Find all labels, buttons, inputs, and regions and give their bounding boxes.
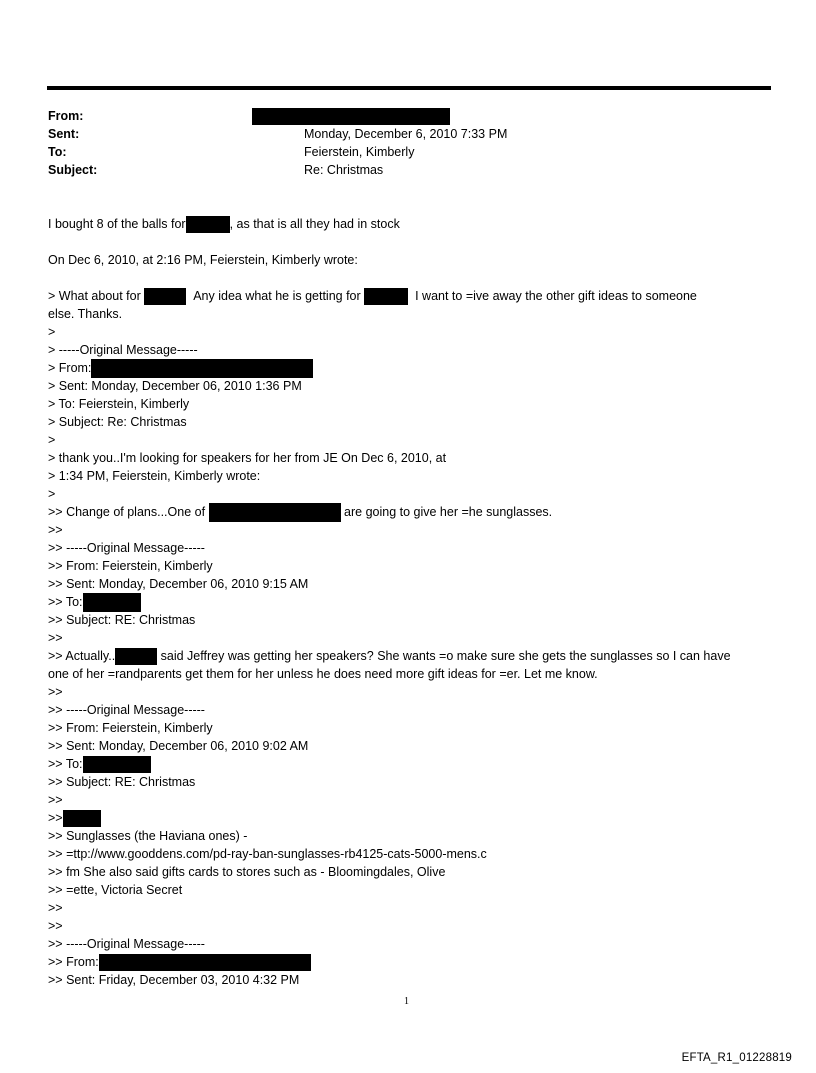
redaction xyxy=(209,503,341,522)
body-line xyxy=(48,755,151,773)
text-segment: > From: xyxy=(48,361,92,375)
redaction xyxy=(115,648,157,665)
body-line xyxy=(48,215,400,233)
body-line xyxy=(48,503,552,522)
body-line: >> =ette, Victoria Secret xyxy=(48,883,183,897)
from-redaction xyxy=(252,108,450,125)
subject-label: Subject: xyxy=(48,163,98,177)
body-line: > 1:34 PM, Feierstein, Kimberly wrote: xyxy=(48,469,261,483)
to-value: Feierstein, Kimberly xyxy=(304,145,415,159)
body-line: > Subject: Re: Christmas xyxy=(48,415,187,429)
body-line xyxy=(48,809,101,827)
body-line: >> From: Feierstein, Kimberly xyxy=(48,721,213,735)
body-line: >> -----Original Message----- xyxy=(48,541,205,555)
page-number: 1 xyxy=(404,996,409,1007)
text-segment: >> Actually.. xyxy=(48,649,116,663)
body-line xyxy=(48,647,731,665)
text-segment: Any idea what he is getting for xyxy=(193,289,361,303)
body-line xyxy=(48,359,313,378)
body-line: > To: Feierstein, Kimberly xyxy=(48,397,190,411)
sent-label: Sent: xyxy=(48,127,80,141)
header-rule xyxy=(47,86,771,90)
body-line: On Dec 6, 2010, at 2:16 PM, Feierstein, Kimberly wrote: xyxy=(48,253,358,267)
body-line: one of her =randparents get them for her unless he does need more gift ideas for =er. Let me know. xyxy=(48,667,598,681)
to-row xyxy=(48,143,808,161)
text-segment: >> To: xyxy=(48,595,83,609)
body-line xyxy=(48,593,141,612)
body-line: >> Sent: Friday, December 03, 2010 4:32 PM xyxy=(48,973,300,987)
text-segment: are going to give her =he sunglasses. xyxy=(344,505,553,519)
body-line xyxy=(48,287,697,305)
sent-value: Monday, December 6, 2010 7:33 PM xyxy=(304,127,508,141)
from-label: From: xyxy=(48,109,84,123)
text-segment: I bought 8 of the balls for xyxy=(48,217,186,231)
body-line: >> Subject: RE: Christmas xyxy=(48,775,196,789)
body-line: >> xyxy=(48,631,63,645)
subject-row xyxy=(48,161,808,179)
from-row xyxy=(48,107,83,125)
body-line: > xyxy=(48,487,56,501)
body-line: >> Subject: RE: Christmas xyxy=(48,613,196,627)
body-line: > -----Original Message----- xyxy=(48,343,198,357)
text-segment: >> To: xyxy=(48,757,83,771)
body-line: >> xyxy=(48,793,63,807)
body-line: >> -----Original Message----- xyxy=(48,937,205,951)
redaction xyxy=(83,756,151,773)
body-line: >> From: Feierstein, Kimberly xyxy=(48,559,213,573)
text-segment: >> xyxy=(48,811,63,825)
redaction xyxy=(99,954,311,971)
text-segment: I want to =ive away the other gift ideas to someone xyxy=(415,289,697,303)
redaction xyxy=(63,810,101,827)
body-line: > thank you..I'm looking for speakers for her from JE On Dec 6, 2010, at xyxy=(48,451,447,465)
sent-row xyxy=(48,125,808,143)
body-line: > xyxy=(48,433,56,447)
text-segment: said Jeffrey was getting her speakers? She wants =o make sure she gets the sunglasses so I can have xyxy=(160,649,731,663)
text-segment: > What about for xyxy=(48,289,141,303)
body-line: > xyxy=(48,325,56,339)
text-segment: >> From: xyxy=(48,955,99,969)
subject-value: Re: Christmas xyxy=(304,163,384,177)
text-segment: , as that is all they had in stock xyxy=(229,217,400,231)
body-line: >> Sent: Monday, December 06, 2010 9:15 AM xyxy=(48,577,309,591)
body-line: >> xyxy=(48,919,63,933)
body-line xyxy=(48,953,311,971)
body-line: >> xyxy=(48,523,63,537)
to-label: To: xyxy=(48,145,67,159)
document-id: EFTA_R1_01228819 xyxy=(681,1052,792,1064)
body-line: else. Thanks. xyxy=(48,307,123,321)
redaction xyxy=(83,593,141,612)
body-line: >> Sent: Monday, December 06, 2010 9:02 AM xyxy=(48,739,309,753)
redaction xyxy=(91,359,313,378)
body-line: >> fm She also said gifts cards to stores such as - Bloomingdales, Olive xyxy=(48,865,446,879)
redaction xyxy=(364,288,408,305)
redaction xyxy=(186,216,230,233)
redaction xyxy=(144,288,186,305)
body-line: >> xyxy=(48,901,63,915)
text-segment: >> Change of plans...One of xyxy=(48,505,206,519)
body-line: >> xyxy=(48,685,63,699)
body-line: > Sent: Monday, December 06, 2010 1:36 PM xyxy=(48,379,302,393)
body-line: >> Sunglasses (the Haviana ones) - xyxy=(48,829,248,843)
body-line: >> -----Original Message----- xyxy=(48,703,205,717)
body-line: >> =ttp://www.gooddens.com/pd-ray-ban-sunglasses-rb4125-cats-5000-mens.c xyxy=(48,847,487,861)
